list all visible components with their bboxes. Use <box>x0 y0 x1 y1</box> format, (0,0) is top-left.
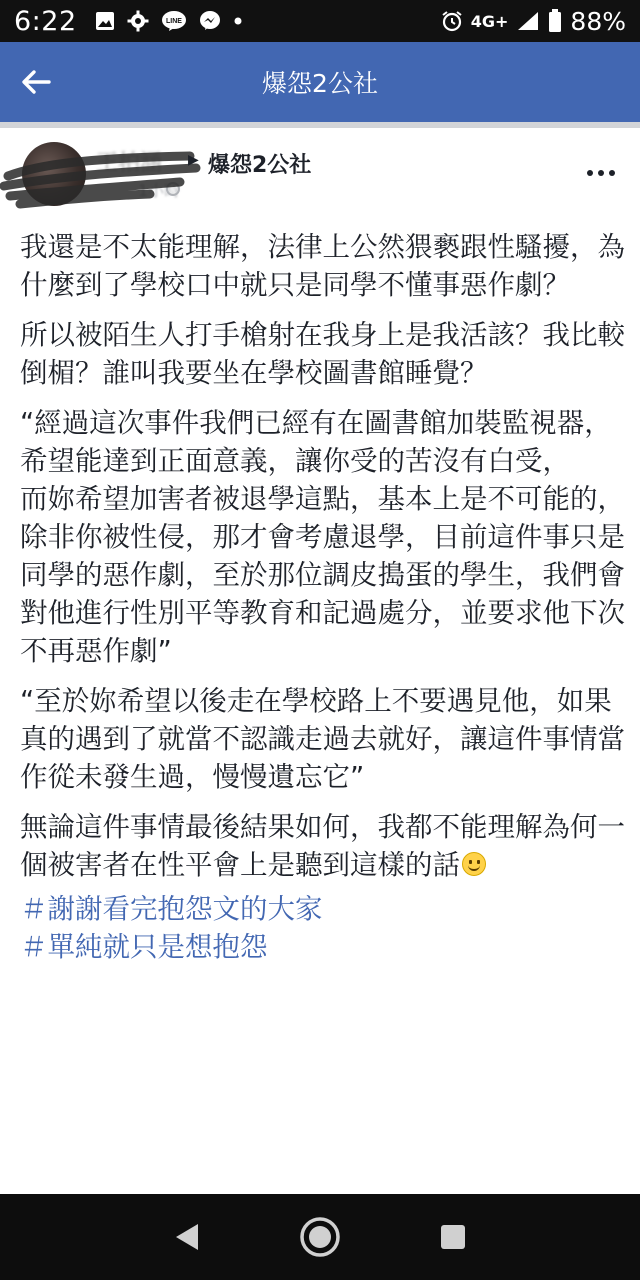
hashtag-link[interactable]: ＃單純就只是想抱怨 <box>20 931 268 963</box>
status-bar <box>0 0 640 42</box>
post-paragraph: 無論這件事情最後結果如何，我都不能理解為何一個被害者在性平會上是聽到這樣的話 <box>20 811 625 881</box>
recents-square-icon <box>439 1223 467 1251</box>
more-dot-icon <box>587 170 593 176</box>
page-title: 爆怨2公社 <box>262 69 378 98</box>
post-paragraph-last <box>20 808 626 884</box>
messenger-icon <box>199 10 221 32</box>
post-paragraph: “經過這次事件我們已經有在圖書館加裝監視器，希望能達到正面意義，讓你受的苦沒有白受， 而妳希望加害者被退學這點，基本上是不可能的，除非你被性侵，那才會考慮退學，目前這件事只是同學的惡作劇，至於那位調皮搗蛋的學生，我們會對他進行性別平等教育和記過處分，並要求他下次不再惡作劇” <box>20 407 625 667</box>
post-paragraph: 所以被陌生人打手槍射在我身上是我活該？我比較倒楣？誰叫我要坐在學校圖書館睡覺？ <box>20 319 625 389</box>
post-time[interactable]: 1小時 <box>138 181 181 200</box>
redaction-scribble <box>0 146 205 210</box>
status-time: 6:22 <box>14 5 77 37</box>
smiling-face-icon <box>462 852 486 876</box>
post-paragraph: 我還是不太能理解，法律上公然猥褻跟性騷擾，為什麼到了學校口中就只是同學不懂事惡作劇？ <box>20 231 625 301</box>
gallery-icon <box>95 11 115 31</box>
back-triangle-icon <box>174 1222 200 1252</box>
nav-recents-button[interactable] <box>428 1212 478 1262</box>
back-button[interactable] <box>0 42 72 122</box>
hashtag-link[interactable]: ＃謝謝看完抱怨文的大家 <box>20 893 323 925</box>
battery-icon <box>548 9 562 33</box>
author-name[interactable]: 王柏涵 <box>96 151 163 176</box>
more-options-button[interactable] <box>578 158 624 188</box>
notification-icons <box>95 10 243 32</box>
post-body <box>20 228 626 966</box>
post-header <box>0 128 640 218</box>
svg-text:LINE: LINE <box>165 18 182 25</box>
line-app-icon <box>161 10 187 32</box>
post-paragraph: “至於妳希望以後走在學校路上不要遇見他，如果真的遇到了就當不認識走過去就好，讓這件事情當作從未發生過，慢慢遺忘它” <box>20 685 625 793</box>
share-arrow-icon: ▶ <box>188 152 199 168</box>
nav-back-button[interactable] <box>162 1212 212 1262</box>
signal-icon <box>516 10 540 32</box>
status-right <box>441 7 626 36</box>
nav-home-button[interactable] <box>295 1212 345 1262</box>
alarm-icon <box>441 10 463 32</box>
system-nav-bar <box>0 1194 640 1280</box>
notification-dot-icon <box>233 16 243 26</box>
app-bar <box>0 42 640 122</box>
back-arrow-icon <box>21 69 51 95</box>
settings-icon <box>127 10 149 32</box>
more-dot-icon <box>609 170 615 176</box>
more-dot-icon <box>598 170 604 176</box>
network-type: 4G+ <box>470 11 509 31</box>
battery-percent: 88% <box>570 6 626 36</box>
home-circle-icon <box>298 1215 342 1259</box>
group-name[interactable]: 爆怨2公社 <box>208 153 312 178</box>
